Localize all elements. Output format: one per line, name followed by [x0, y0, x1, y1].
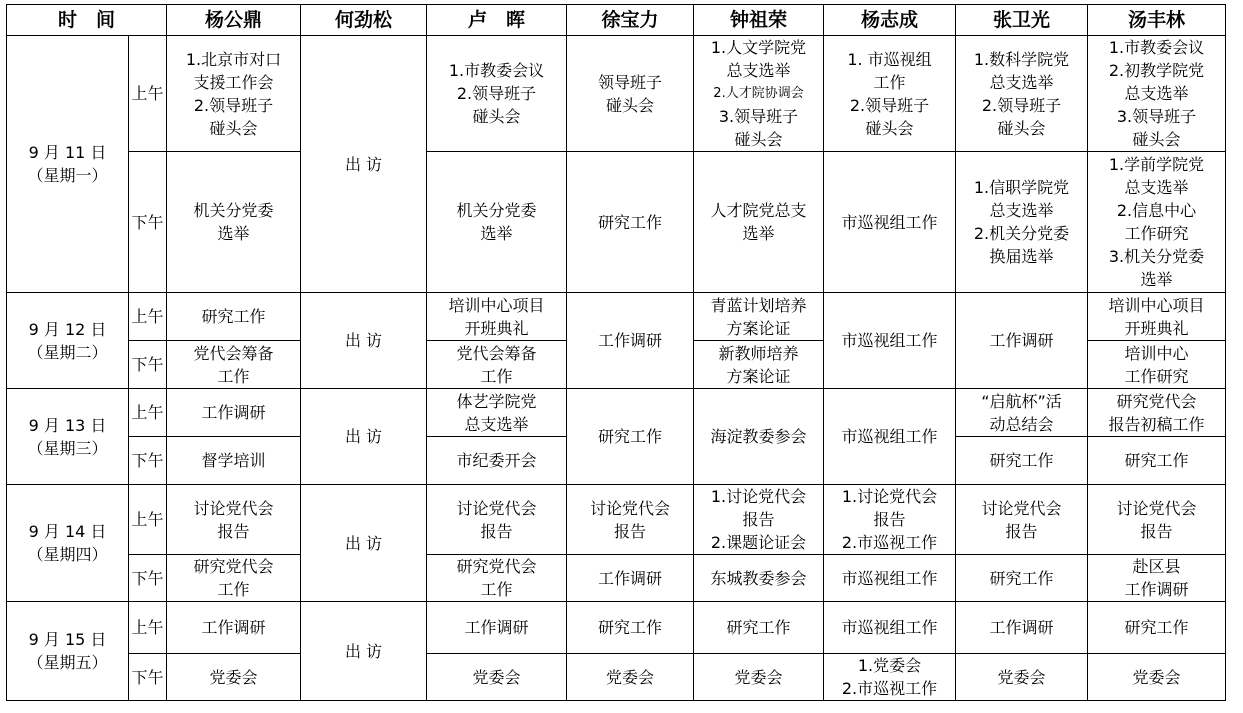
schedule-cell [167, 341, 301, 389]
cell-line: 报告 [1140, 521, 1173, 541]
cell-line: 东城教委参会 [710, 568, 807, 588]
cell-line: 总支选举 [726, 61, 791, 80]
period-pm: 下午 [129, 437, 167, 485]
cell-line: 工作调研 [597, 568, 662, 588]
day-cell [7, 485, 129, 602]
schedule-cell [694, 485, 824, 555]
cell-line: 1. 市巡视组 [847, 49, 932, 69]
cell-line: 工作研究 [1124, 224, 1189, 243]
cell-line: 报告 [480, 521, 513, 541]
he-jinsong-cell [301, 602, 427, 701]
period-am: 上午 [129, 485, 167, 555]
he-jinsong-cell [301, 389, 427, 485]
day-weekday: （星期一） [27, 166, 108, 185]
schedule-cell [824, 555, 956, 602]
cell-line: 研究工作 [1124, 618, 1189, 637]
schedule-row [7, 293, 1226, 341]
schedule-cell [694, 152, 824, 293]
cell-line: 3.领导班子 [718, 107, 799, 126]
cell-line: 总支选举 [1124, 178, 1189, 197]
day-cell [7, 293, 129, 389]
schedule-cell [694, 654, 824, 701]
header-time: 时 间 [7, 5, 167, 36]
he-jinsong-cell [301, 36, 427, 293]
cell-line: 研究工作 [989, 568, 1054, 588]
cell-line: 2.市巡视工作 [841, 679, 938, 698]
he-jinsong-cell [301, 485, 427, 602]
period-pm: 下午 [129, 555, 167, 602]
cell-line: 领导班子 [597, 72, 662, 92]
cell-line: 讨论党代会 [1116, 498, 1197, 518]
day-date: 9 月 11 日 [28, 143, 107, 162]
cell-line: 出 访 [344, 154, 383, 174]
schedule-cell [427, 654, 567, 701]
cell-line: 海淀教委参会 [710, 427, 807, 446]
schedule-cell [167, 389, 301, 437]
schedule-cell [567, 555, 694, 602]
cell-line: 工作调研 [201, 403, 266, 422]
schedule-cell [824, 36, 956, 152]
cell-line: 体艺学院党 [456, 391, 537, 411]
cell-line: 青蓝计划培养 [710, 295, 807, 315]
cell-line: 报告 [742, 510, 775, 529]
cell-line: 1.党委会 [857, 656, 922, 675]
period-am: 上午 [129, 602, 167, 654]
schedule-cell [427, 152, 567, 293]
schedule-cell [694, 36, 824, 152]
cell-line: 动总结会 [989, 414, 1054, 434]
cell-line: 工作 [480, 366, 513, 386]
cell-line: 赴区县 [1132, 557, 1181, 576]
header-zhang-weiguang: 张卫光 [956, 5, 1088, 36]
cell-line: 研究工作 [597, 212, 662, 232]
cell-line: 1.信职学院党 [973, 178, 1070, 197]
cell-line: 1.数科学院党 [973, 49, 1070, 69]
schedule-cell [427, 437, 567, 485]
cell-line: 报告 [1005, 521, 1038, 541]
cell-line: 1.市教委会议 [1108, 38, 1205, 57]
cell-line: 督学培训 [201, 451, 266, 470]
day-cell [7, 36, 129, 293]
schedule-row [7, 485, 1226, 555]
cell-line: 选举 [480, 224, 513, 243]
header-xu-baoli: 徐宝力 [567, 5, 694, 36]
schedule-cell [167, 36, 301, 152]
cell-line: 党委会 [1132, 667, 1181, 687]
cell-line: 碰头会 [997, 118, 1046, 138]
schedule-cell [956, 152, 1088, 293]
schedule-cell [427, 555, 567, 602]
schedule-row [7, 36, 1226, 152]
schedule-cell [824, 152, 956, 293]
cell-line: 市巡视组工作 [841, 568, 938, 588]
schedule-cell [824, 602, 956, 654]
cell-line: 工作调研 [1124, 580, 1189, 599]
cell-line: 2.领导班子 [849, 95, 930, 115]
merged-cell [824, 293, 956, 389]
cell-line: 讨论党代会 [981, 498, 1062, 518]
cell-line: 研究工作 [201, 307, 266, 326]
schedule-cell [824, 654, 956, 701]
cell-line: 2.领导班子 [456, 84, 537, 103]
cell-line: 1.北京市对口 [185, 49, 282, 69]
schedule-cell [1088, 341, 1226, 389]
schedule-row [7, 555, 1226, 602]
cell-line: 工作研究 [1124, 366, 1189, 386]
day-weekday: （星期三） [27, 438, 108, 458]
cell-line: 出 访 [344, 331, 383, 350]
schedule-cell [427, 293, 567, 341]
period-am: 上午 [129, 389, 167, 437]
period-pm: 下午 [129, 152, 167, 293]
cell-line: 工作调研 [597, 331, 662, 350]
cell-line: 碰头会 [1132, 130, 1181, 149]
schedule-cell [167, 152, 301, 293]
period-pm: 下午 [129, 341, 167, 389]
cell-line: 工作调研 [989, 618, 1054, 637]
day-date: 9 月 15 日 [28, 630, 107, 649]
cell-line: 工作 [480, 580, 513, 599]
cell-line: 出 访 [344, 533, 383, 553]
cell-line: 报告 [873, 510, 906, 529]
cell-line: 2.市巡视工作 [841, 533, 938, 552]
cell-line: 开班典礼 [464, 318, 529, 338]
cell-line: 方案论证 [726, 318, 791, 338]
cell-line: 工作调研 [201, 618, 266, 637]
cell-line: 机关分党委 [456, 201, 537, 220]
cell-line: 培训中心项目 [1108, 295, 1205, 315]
cell-line: 研究党代会 [456, 557, 537, 576]
schedule-cell [956, 389, 1088, 437]
cell-line: 培训中心 [1124, 343, 1189, 363]
cell-line: 研究党代会 [1116, 391, 1197, 411]
schedule-cell [567, 36, 694, 152]
cell-line: 党委会 [209, 667, 258, 687]
cell-line: 2.机关分党委 [973, 224, 1070, 243]
schedule-cell [694, 555, 824, 602]
cell-line: 市巡视组工作 [841, 331, 938, 350]
cell-line: 2.人才院协调会 [713, 86, 804, 101]
day-weekday: （星期四） [27, 545, 108, 564]
cell-line: 党委会 [734, 667, 783, 687]
header-lu-hui: 卢 晖 [427, 5, 567, 36]
cell-line: 研究工作 [989, 451, 1054, 470]
cell-line: 1.人文学院党 [710, 38, 807, 57]
schedule-cell [956, 36, 1088, 152]
merged-cell [824, 389, 956, 485]
schedule-cell [694, 341, 824, 389]
schedule-row [7, 654, 1226, 701]
cell-line: 总支选举 [464, 414, 529, 434]
schedule-cell [167, 293, 301, 341]
cell-line: 2.初教学院党 [1108, 61, 1205, 80]
schedule-cell [167, 555, 301, 602]
cell-line: 碰头会 [209, 118, 258, 138]
weekly-schedule-table [6, 4, 1226, 701]
schedule-cell [167, 654, 301, 701]
cell-line: 开班典礼 [1124, 318, 1189, 338]
cell-line: 2.课题论证会 [710, 533, 807, 552]
cell-line: 市巡视组工作 [841, 427, 938, 446]
merged-cell [694, 389, 824, 485]
header-row [7, 5, 1226, 36]
schedule-cell [427, 389, 567, 437]
period-am: 上午 [129, 293, 167, 341]
cell-line: 碰头会 [605, 95, 654, 115]
schedule-cell [427, 485, 567, 555]
cell-line: 选举 [742, 224, 775, 243]
schedule-cell [956, 437, 1088, 485]
day-date: 9 月 12 日 [28, 319, 107, 339]
schedule-cell [1088, 485, 1226, 555]
cell-line: 市纪委开会 [456, 451, 537, 470]
day-date: 9 月 14 日 [28, 522, 107, 541]
schedule-cell [824, 485, 956, 555]
cell-line: 碰头会 [865, 118, 914, 138]
cell-line: 研究工作 [597, 618, 662, 637]
header-zhong-zurong: 钟祖荣 [694, 5, 824, 36]
cell-line: 方案论证 [726, 366, 791, 386]
schedule-cell [1088, 555, 1226, 602]
day-date: 9 月 13 日 [28, 415, 107, 435]
cell-line: 1.学前学院党 [1108, 155, 1205, 174]
schedule-cell [956, 555, 1088, 602]
cell-line: 支援工作会 [193, 72, 274, 92]
day-cell [7, 389, 129, 485]
cell-line: 工作调研 [464, 618, 529, 637]
schedule-cell [567, 602, 694, 654]
schedule-cell [567, 654, 694, 701]
schedule-cell [1088, 36, 1226, 152]
schedule-row [7, 602, 1226, 654]
cell-line: 出 访 [344, 641, 383, 661]
schedule-cell [956, 602, 1088, 654]
schedule-cell [1088, 293, 1226, 341]
cell-line: 人才院党总支 [710, 201, 807, 220]
period-am: 上午 [129, 36, 167, 152]
schedule-cell [1088, 654, 1226, 701]
merged-cell [567, 389, 694, 485]
cell-line: 工作 [217, 366, 250, 386]
header-tang-fenglin: 汤丰林 [1088, 5, 1226, 36]
cell-line: 机关分党委 [193, 201, 274, 220]
cell-line: 1.讨论党代会 [710, 487, 807, 506]
cell-line: 报告 [217, 521, 250, 541]
cell-line: 3.机关分党委 [1108, 247, 1205, 266]
cell-line: 3.领导班子 [1116, 107, 1197, 126]
schedule-cell [567, 485, 694, 555]
cell-line: 党代会筹备 [456, 343, 537, 363]
cell-line: 2.领导班子 [193, 95, 274, 115]
cell-line: 研究工作 [597, 427, 662, 446]
schedule-cell [694, 602, 824, 654]
cell-line: 换届选举 [989, 247, 1054, 266]
day-weekday: （星期二） [27, 342, 108, 362]
schedule-cell [956, 485, 1088, 555]
schedule-cell [567, 152, 694, 293]
schedule-cell [427, 602, 567, 654]
cell-line: 党代会筹备 [193, 343, 274, 363]
schedule-cell [956, 654, 1088, 701]
schedule-cell [694, 293, 824, 341]
cell-line: 2.领导班子 [981, 95, 1062, 115]
cell-line: 市巡视组工作 [841, 618, 938, 637]
cell-line: 市巡视组工作 [841, 212, 938, 232]
he-jinsong-cell [301, 293, 427, 389]
cell-line: 1.市教委会议 [448, 61, 545, 80]
cell-line: 讨论党代会 [193, 498, 274, 518]
cell-line: 选举 [217, 224, 250, 243]
cell-line: “启航杯”活 [981, 391, 1062, 411]
cell-line: 总支选举 [1124, 84, 1189, 103]
header-yang-zhicheng: 杨志成 [824, 5, 956, 36]
cell-line: 讨论党代会 [456, 498, 537, 518]
schedule-cell [1088, 152, 1226, 293]
period-pm: 下午 [129, 654, 167, 701]
cell-line: 工作 [873, 72, 906, 92]
cell-line: 讨论党代会 [589, 498, 670, 518]
cell-line: 总支选举 [989, 201, 1054, 220]
day-cell [7, 602, 129, 701]
cell-line: 碰头会 [472, 107, 521, 126]
merged-cell [956, 293, 1088, 389]
schedule-cell [167, 485, 301, 555]
schedule-cell [167, 602, 301, 654]
merged-cell [567, 293, 694, 389]
cell-line: 研究党代会 [193, 557, 274, 576]
schedule-cell [1088, 602, 1226, 654]
schedule-cell [427, 36, 567, 152]
cell-line: 新教师培养 [718, 343, 799, 363]
cell-line: 总支选举 [989, 72, 1054, 92]
cell-line: 培训中心项目 [448, 295, 545, 315]
schedule-cell [1088, 437, 1226, 485]
cell-line: 党委会 [472, 667, 521, 687]
header-yang-gongding: 杨公鼎 [167, 5, 301, 36]
schedule-cell [167, 437, 301, 485]
cell-line: 工作调研 [989, 331, 1054, 350]
schedule-row [7, 152, 1226, 293]
cell-line: 选举 [1140, 270, 1173, 289]
cell-line: 报告初稿工作 [1108, 414, 1205, 434]
cell-line: 研究工作 [1124, 451, 1189, 470]
schedule-cell [1088, 389, 1226, 437]
cell-line: 党委会 [605, 667, 654, 687]
cell-line: 2.信息中心 [1116, 201, 1197, 220]
schedule-row [7, 389, 1226, 437]
cell-line: 1.讨论党代会 [841, 487, 938, 506]
cell-line: 研究工作 [726, 618, 791, 637]
cell-line: 碰头会 [734, 130, 783, 149]
day-weekday: （星期五） [27, 653, 108, 672]
header-he-jinsong: 何劲松 [301, 5, 427, 36]
cell-line: 工作 [217, 580, 250, 599]
cell-line: 报告 [613, 521, 646, 541]
cell-line: 党委会 [997, 667, 1046, 687]
schedule-cell [427, 341, 567, 389]
cell-line: 出 访 [344, 427, 383, 446]
